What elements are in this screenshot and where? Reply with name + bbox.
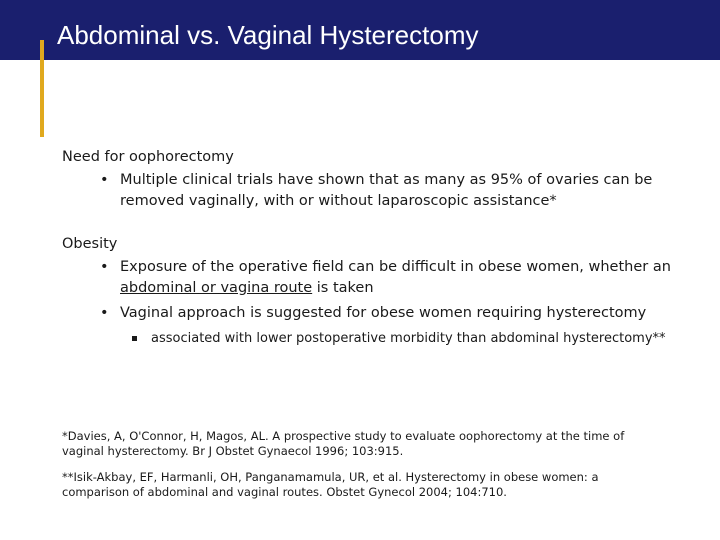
bullet-item bbox=[62, 303, 702, 348]
reference-item: **Isik-Akbay, EF, Harmanli, OH, Panganamamula, UR, et al. Hysterectomy in obese women: a comparison of abdominal and vaginal routes. Obstet Gynecol 2004; 104:710. bbox=[62, 470, 599, 499]
sub-bullet-item bbox=[120, 330, 702, 348]
bullet-icon: • bbox=[100, 172, 109, 188]
sub-bullet-text: associated with lower postoperative morbidity than abdominal hysterectomy** bbox=[151, 331, 666, 346]
bullet-list bbox=[62, 170, 702, 212]
bullet-text: Multiple clinical trials have shown that as many as 95% of ovaries can be removed vaginally, with or without laparoscopic assistance* bbox=[120, 172, 653, 209]
section-heading: Obesity bbox=[62, 236, 118, 252]
bullet-icon: • bbox=[100, 259, 109, 275]
sub-bullet-list bbox=[120, 330, 702, 348]
references bbox=[62, 429, 662, 511]
underlined-phrase: abdominal or vagina route bbox=[120, 280, 313, 296]
square-bullet-icon bbox=[132, 336, 137, 341]
bullet-item bbox=[62, 257, 702, 299]
section-heading: Need for oophorectomy bbox=[62, 149, 234, 165]
slide-title: Abdominal vs. Vaginal Hysterectomy bbox=[57, 20, 479, 50]
section-obesity bbox=[62, 234, 702, 348]
bullet-text: Vaginal approach is suggested for obese women requiring hysterectomy bbox=[120, 305, 647, 321]
bullet-icon: • bbox=[100, 305, 109, 321]
accent-line bbox=[40, 40, 44, 137]
slide-content bbox=[62, 147, 702, 370]
bullet-list bbox=[62, 257, 702, 348]
reference-item: *Davies, A, O'Connor, H, Magos, AL. A prospective study to evaluate oophorectomy at the time of vaginal hysterectomy. Br J Obstet Gynaecol 1996; 103:915. bbox=[62, 429, 625, 458]
section-oophorectomy bbox=[62, 147, 702, 212]
bullet-text-after: is taken bbox=[312, 280, 374, 296]
bullet-text-before: Exposure of the operative field can be difficult in obese women, whether an bbox=[120, 259, 671, 275]
bullet-item bbox=[62, 170, 702, 212]
